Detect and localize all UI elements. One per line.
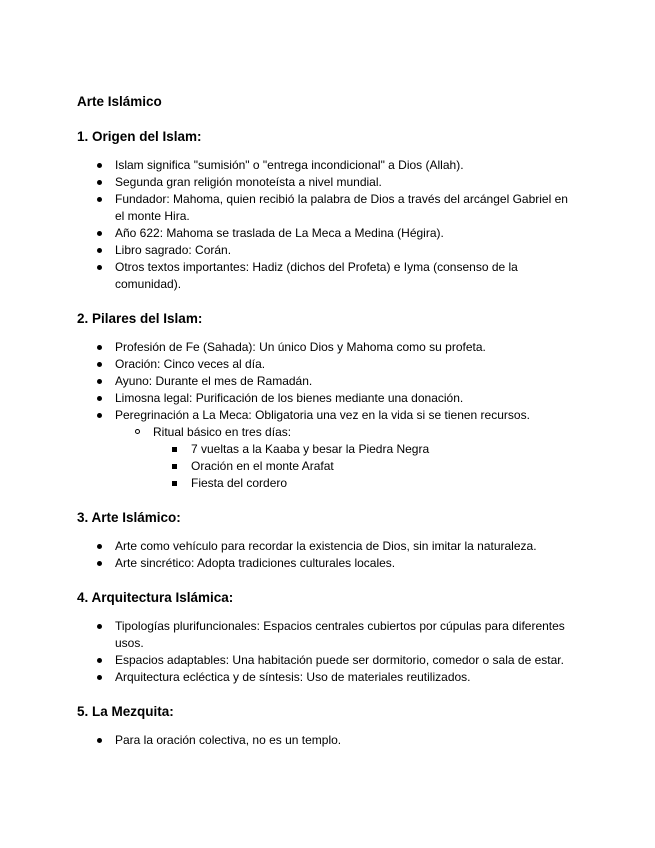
list-item: Oración: Cinco veces al día. bbox=[77, 356, 577, 373]
section-origen bbox=[77, 128, 577, 293]
document-title: Arte Islámico bbox=[77, 94, 162, 109]
list-item: Limosna legal: Purificación de los bienes mediante una donación. bbox=[77, 390, 577, 407]
section-mezquita bbox=[77, 703, 577, 749]
list-item: Ayuno: Durante el mes de Ramadán. bbox=[77, 373, 577, 390]
section-heading: 2. Pilares del Islam: bbox=[77, 311, 203, 326]
list-item: Otros textos importantes: Hadiz (dichos del Profeta) e Iyma (consenso de la comunidad). bbox=[77, 259, 577, 293]
section-arquitectura bbox=[77, 589, 577, 686]
bullet-list bbox=[77, 538, 577, 572]
list-item: Arquitectura ecléctica y de síntesis: Uso de materiales reutilizados. bbox=[77, 669, 577, 686]
list-item: Año 622: Mahoma se traslada de La Meca a Medina (Hégira). bbox=[77, 225, 577, 242]
bullet-list bbox=[77, 157, 577, 293]
list-item: Arte como vehículo para recordar la existencia de Dios, sin imitar la naturaleza. bbox=[77, 538, 577, 555]
bullet-list bbox=[77, 339, 577, 492]
list-item: Segunda gran religión monoteísta a nivel mundial. bbox=[77, 174, 577, 191]
list-item: Espacios adaptables: Una habitación puede ser dormitorio, comedor o sala de estar. bbox=[77, 652, 577, 669]
list-item: Islam significa "sumisión" o "entrega incondicional" a Dios (Allah). bbox=[77, 157, 577, 174]
list-item: Arte sincrético: Adopta tradiciones culturales locales. bbox=[77, 555, 577, 572]
list-item-text: Peregrinación a La Meca: Obligatoria una vez en la vida si se tienen recursos. bbox=[115, 408, 530, 422]
document-page bbox=[77, 93, 577, 766]
sub-sub-list-item: Oración en el monte Arafat bbox=[153, 458, 577, 475]
section-arte bbox=[77, 509, 577, 572]
section-heading: 5. La Mezquita: bbox=[77, 704, 174, 719]
bullet-list bbox=[77, 732, 577, 749]
sub-sub-list bbox=[153, 441, 577, 492]
sub-sub-list-item: Fiesta del cordero bbox=[153, 475, 577, 492]
bullet-list bbox=[77, 618, 577, 686]
section-heading: 4. Arquitectura Islámica: bbox=[77, 590, 234, 605]
section-heading: 1. Origen del Islam: bbox=[77, 129, 202, 144]
list-item: Tipologías plurifuncionales: Espacios centrales cubiertos por cúpulas para diferentes usos. bbox=[77, 618, 577, 652]
list-item: Para la oración colectiva, no es un templo. bbox=[77, 732, 577, 749]
sub-list bbox=[115, 424, 577, 492]
section-pilares bbox=[77, 310, 577, 492]
sub-sub-list-item: 7 vueltas a la Kaaba y besar la Piedra Negra bbox=[153, 441, 577, 458]
list-item: Fundador: Mahoma, quien recibió la palabra de Dios a través del arcángel Gabriel en el monte Hira. bbox=[77, 191, 577, 225]
sub-list-item bbox=[115, 424, 577, 492]
list-item: Profesión de Fe (Sahada): Un único Dios y Mahoma como su profeta. bbox=[77, 339, 577, 356]
section-heading: 3. Arte Islámico: bbox=[77, 510, 181, 525]
list-item: Libro sagrado: Corán. bbox=[77, 242, 577, 259]
list-item-peregrinacion bbox=[77, 407, 577, 492]
sub-list-item-text: Ritual básico en tres días: bbox=[153, 425, 292, 439]
